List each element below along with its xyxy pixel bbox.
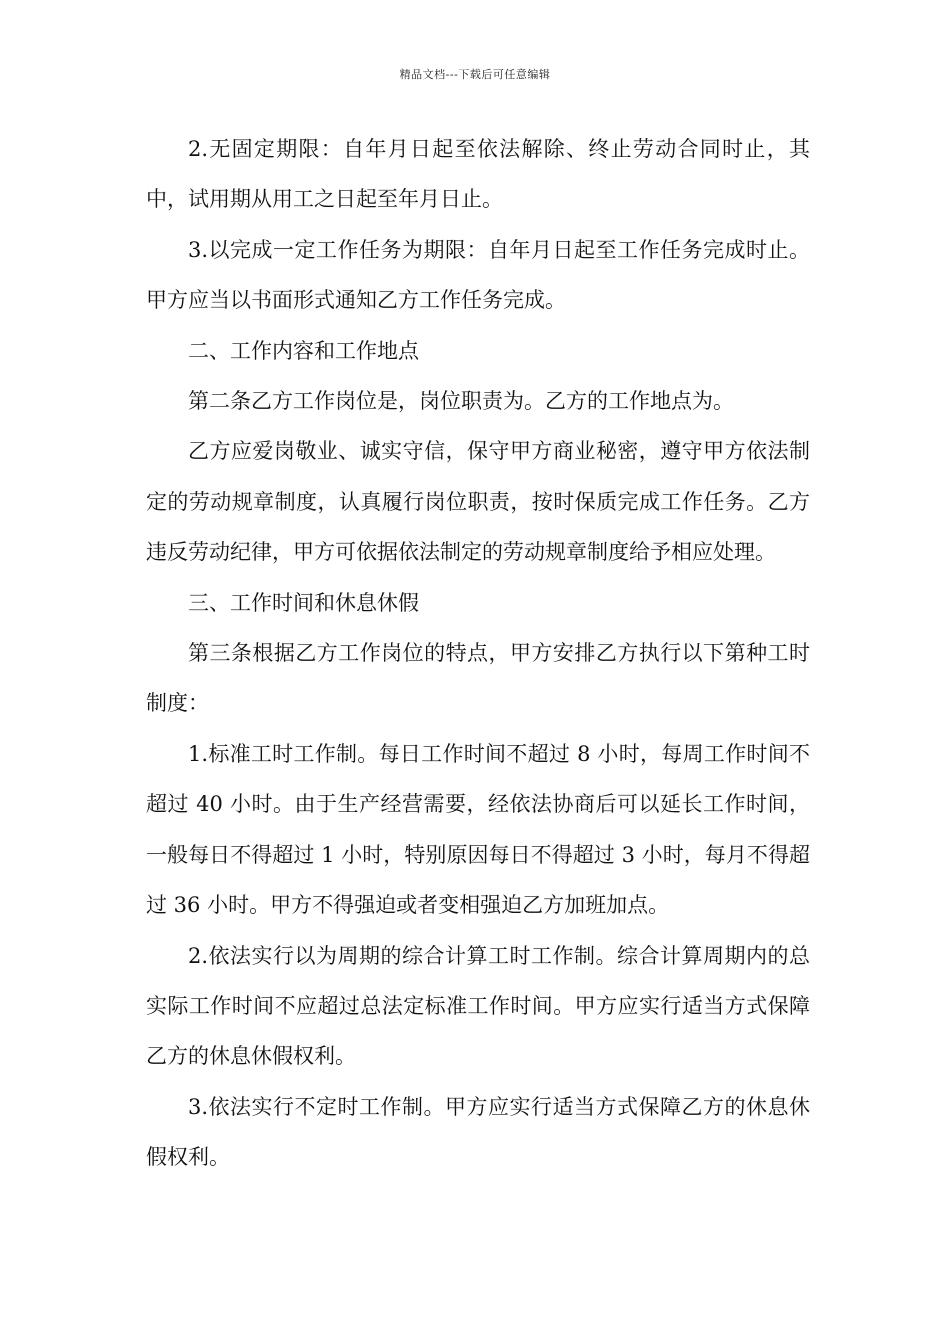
paragraph-duties: 乙方应爱岗敬业、诚实守信，保守甲方商业秘密，遵守甲方依法制定的劳动规章制度，认真履行岗位职责，按时保质完成工作任务。乙方违反劳动纪律，甲方可依据依法制定的劳动规章制度给予相应处理。 xyxy=(146,439,810,565)
paragraph-flexible-hours: 3.依法实行不定时工作制。甲方应实行适当方式保障乙方的休息休假权利。 xyxy=(146,1094,810,1170)
paragraph-article-3: 第三条根据乙方工作岗位的特点，甲方安排乙方执行以下第种工时制度： xyxy=(146,641,810,716)
paragraph-comprehensive-hours: 2.依法实行以为周期的综合计算工时工作制。综合计算周期内的总实际工作时间不应超过总法定标准工作时间。甲方应实行适当方式保障乙方的休息休假权利。 xyxy=(146,943,810,1069)
section-heading-work-content: 二、工作内容和工作地点 xyxy=(188,338,419,363)
paragraph-standard-hours: 1.标准工时工作制。每日工作时间不超过 8 小时，每周工作时间不超过 40 小时。由于生产经营需要，经依法协商后可以延长工作时间，一般每日不得超过 1 小时，特别原因每日不得超过 3 小时，每月不得超过 36 小时。甲方不得强迫或者变相强迫乙方加班加点。 xyxy=(146,741,810,918)
paragraph-fixed-term-none: 2.无固定期限：自年月日起至依法解除、终止劳动合同时止，其中，试用期从用工之日起至年月日止。 xyxy=(146,137,810,212)
page-header: 精品文档---下载后可任意编辑 xyxy=(399,68,551,81)
section-heading-work-hours: 三、工作时间和休息休假 xyxy=(188,590,419,615)
paragraph-article-2: 第二条乙方工作岗位是，岗位职责为。乙方的工作地点为。 xyxy=(188,389,734,414)
paragraph-task-term: 3.以完成一定工作任务为期限：自年月日起至工作任务完成时止。甲方应当以书面形式通知乙方工作任务完成。 xyxy=(146,237,810,313)
document-body xyxy=(146,124,810,1183)
